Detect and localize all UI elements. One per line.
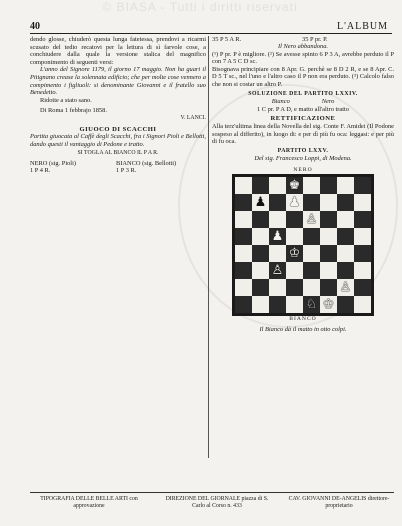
- footer-printer: TIPOGRAFIA DELLE BELLE ARTI con approvazione: [40, 496, 138, 509]
- board-square: [252, 228, 269, 245]
- board-square: [303, 262, 320, 279]
- board-square: [252, 194, 269, 211]
- black-piece-icon: ♟: [254, 195, 267, 210]
- board-square: [286, 177, 303, 194]
- board-square: [235, 211, 252, 228]
- board-square: [269, 262, 286, 279]
- white-moves-column: [30, 160, 108, 174]
- board-square: [320, 262, 337, 279]
- board-square: [235, 194, 252, 211]
- letter-paragraph-3: Ridotte a stato sano.: [40, 96, 92, 104]
- board-square: [320, 245, 337, 262]
- board-square: [269, 211, 286, 228]
- board-square: [354, 211, 371, 228]
- page-number: 40: [30, 21, 40, 32]
- problem-author: Del sig. Francesco Loppi, di Modena.: [254, 155, 352, 163]
- board-square: [320, 279, 337, 296]
- moves-continued: [212, 36, 394, 43]
- board-square: [269, 228, 286, 245]
- black-moves-column: [116, 160, 202, 174]
- board-label-top: NERO: [293, 167, 313, 173]
- board-square: [303, 245, 320, 262]
- board-square: [337, 228, 354, 245]
- board-square: [235, 177, 252, 194]
- board-square: [235, 279, 252, 296]
- chess-intro: Partita giuocata al Caffè degli Scacchi, fra i Signori Pioli e Bellotti, dando questi il vantaggio di Pedone e tratto.: [30, 133, 206, 148]
- board-square: [235, 228, 252, 245]
- black-move: 35 P pr. P.: [302, 36, 328, 43]
- white-piece-icon: ♙: [339, 280, 352, 295]
- chess-board: [232, 174, 374, 316]
- page-header: [30, 21, 392, 34]
- board-square: [354, 262, 371, 279]
- board-square: [235, 245, 252, 262]
- solution-move: 1 C pr. P A D, e matto all'altro tratto: [257, 105, 349, 113]
- board-square: [303, 279, 320, 296]
- black-move: 1 P 3 R.: [116, 167, 137, 174]
- diagram-caption: Il Bianco dà il matto in otto colpi.: [259, 326, 347, 333]
- board-square: [303, 296, 320, 313]
- white-piece-icon: ♙: [305, 212, 318, 227]
- white-move: 35 P 5 A R.: [212, 36, 242, 43]
- board-square: [303, 211, 320, 228]
- board-square: [286, 194, 303, 211]
- footer-director: CAV. GIOVANNI DE-ANGELIS direttore-proprietario: [288, 496, 390, 509]
- board-square: [303, 194, 320, 211]
- white-player-header: NERO (sig. Pioli): [30, 159, 76, 167]
- board-square: [337, 194, 354, 211]
- board-square: [269, 296, 286, 313]
- right-column: [212, 36, 394, 334]
- problem-title: PARTITO LXXV.: [277, 147, 329, 154]
- board-square: [252, 279, 269, 296]
- moves-table: [30, 160, 206, 174]
- game-note-2: Bisognava principiare con 8 Apr. G. perchè se 8 D 2 R, e se 8 Apr. C. D 5 T sc., nel l'uno e l'altro caso il P non era perduto. (³) Calcolo falso che non si costar un altro P.: [212, 65, 394, 89]
- board-square: [252, 177, 269, 194]
- page-footer: [30, 492, 394, 523]
- white-move: 1 P 4 R.: [30, 167, 51, 174]
- board-square: [303, 177, 320, 194]
- white-piece-icon: ♔: [288, 246, 301, 261]
- solution-columns: Bianco Nero: [271, 98, 335, 106]
- white-piece-icon: ♙: [271, 263, 284, 278]
- board-square: [354, 228, 371, 245]
- board-label-bottom: BIANCO: [289, 316, 317, 322]
- board-square: [235, 296, 252, 313]
- chess-diagram: [228, 167, 378, 323]
- board-square: [269, 245, 286, 262]
- black-player-header: BIANCO (sig. Bellotti): [116, 159, 177, 167]
- board-square: [354, 279, 371, 296]
- board-square: [320, 228, 337, 245]
- white-piece-icon: ♘: [305, 297, 318, 312]
- board-square: [320, 194, 337, 211]
- letter-place-date: Di Roma 1 febbrajo 1858.: [40, 107, 107, 115]
- board-square: [286, 211, 303, 228]
- board-square: [269, 279, 286, 296]
- board-square: [269, 194, 286, 211]
- board-square: [252, 211, 269, 228]
- board-square: [354, 296, 371, 313]
- letter-paragraph-1: dendo glosse, chiuderò questa lunga fatetessa, prendovi a ricarmi scusato del tedio recatovi per la lettura di sì farvole cose, a conchiudere dalla quale la versione stalica del magnifico componimento di seguenti versi:: [30, 36, 206, 66]
- chess-heading: GIUOCO DI SCACCHI: [79, 125, 157, 133]
- board-square: [337, 279, 354, 296]
- game-result: Il Nero abbandona.: [278, 43, 328, 51]
- rettificazione-title: RETTIFICAZIONE: [270, 115, 336, 123]
- board-square: [354, 194, 371, 211]
- board-square: [252, 245, 269, 262]
- board-square: [252, 262, 269, 279]
- letter-signature: V. LANCI.: [180, 114, 206, 121]
- board-square: [286, 296, 303, 313]
- board-square: [286, 262, 303, 279]
- chess-handicap-note: SI TOGLA AL BIANCO IL P A R.: [77, 150, 159, 157]
- column-divider: [208, 36, 209, 458]
- board-square: [320, 177, 337, 194]
- board-square: [252, 296, 269, 313]
- rettificazione-text: Alla terz'ultima linea della Novella del sig. Conte F. Amidei (Il Podone sospeso al differito), in luogo di: e per dì più fu oca: leggasi: e per più di fu oca.: [212, 123, 394, 146]
- left-column: [30, 36, 206, 174]
- board-square: [286, 245, 303, 262]
- board-square: [320, 211, 337, 228]
- board-square: [337, 245, 354, 262]
- board-square: [337, 177, 354, 194]
- board-square: [320, 296, 337, 313]
- black-piece-icon: ♚: [288, 178, 301, 193]
- journal-title: L'ALBUM: [336, 21, 388, 32]
- board-square: [303, 228, 320, 245]
- board-square: [354, 177, 371, 194]
- black-piece-icon: ♟: [271, 229, 284, 244]
- board-square: [337, 296, 354, 313]
- white-piece-icon: ♔: [322, 297, 335, 312]
- solution-title: SOLUZIONE DEL PARTITO LXXIV.: [248, 90, 358, 97]
- game-note-1: (¹) P pr. P è migliore. (²) Se avesse spinto 6 P 3 A, avrebbe perduto il P con 7 A 5 C D sc.: [212, 50, 394, 66]
- board-square: [354, 245, 371, 262]
- footer-direction: DIREZIONE DEL GIORNALE piazza di S. Carlo al Corso n. 433: [165, 496, 269, 509]
- board-square: [286, 228, 303, 245]
- watermark-text: © BIASA - Tutti i diritti riservati: [102, 0, 298, 14]
- white-piece-icon: ♟: [288, 195, 301, 210]
- board-square: [286, 279, 303, 296]
- inscription-translation: L'anno del Signore 1179, il giorno 17 maggio. Non ha guari il Pitignano crease la solennata edificio; che per molte cose vennero a compimento i figliuoli: si denominante Giovanni e il fratello suo Benedetto.: [30, 66, 206, 97]
- board-square: [235, 262, 252, 279]
- board-square: [337, 262, 354, 279]
- board-square: [269, 177, 286, 194]
- board-square: [337, 211, 354, 228]
